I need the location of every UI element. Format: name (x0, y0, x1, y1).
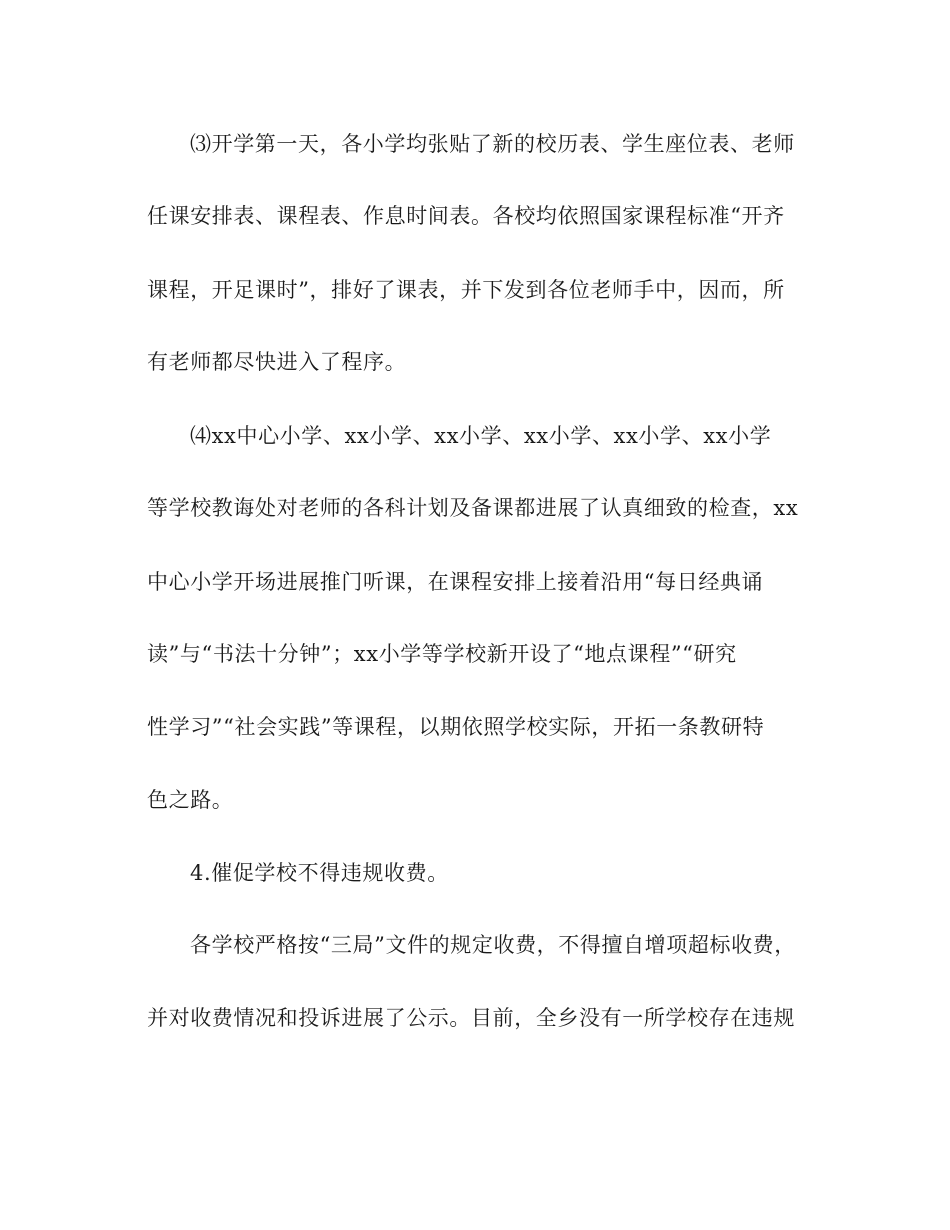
paragraph-3-line-1: ⑶开学第一天，各小学均张贴了新的校历表、学生座位表、老师 (190, 132, 795, 156)
paragraph-3-line-2: 任课安排表、课程表、作息时间表。各校均依照国家课程标准“开齐 (147, 204, 785, 228)
paragraph-5-line-1: 各学校严格按“三局”文件的规定收费，不得擅自增项超标收费， (190, 933, 796, 957)
paragraph-5-line-2: 并对收费情况和投诉进展了公示。目前，全乡没有一所学校存在违规 (147, 1006, 795, 1030)
paragraph-3-line-4: 有老师都尽快进入了程序。 (147, 350, 407, 374)
paragraph-4-line-6: 色之路。 (147, 788, 234, 812)
paragraph-3-line-3: 课程，开足课时”，排好了课表，并下发到各位老师手中，因而，所 (147, 278, 785, 302)
paragraph-4-line-1: ⑷xx中心小学、xx小学、xx小学、xx小学、xx小学、xx小学 (190, 424, 772, 448)
section-heading-4: 4.催促学校不得违规收费。 (190, 861, 449, 885)
paragraph-4-line-4: 读”与“书法十分钟”；xx小学等学校新开设了“地点课程”“研究 (147, 642, 737, 666)
paragraph-4-line-3: 中心小学开场进展推门听课，在课程安排上接着沿用“每日经典诵 (147, 570, 764, 594)
paragraph-4-line-5: 性学习”“社会实践”等课程，以期依照学校实际，开拓一条教研特 (147, 715, 765, 739)
paragraph-4-line-2: 等学校教诲处对老师的各科计划及备课都进展了认真细致的检查，xx (147, 496, 799, 520)
